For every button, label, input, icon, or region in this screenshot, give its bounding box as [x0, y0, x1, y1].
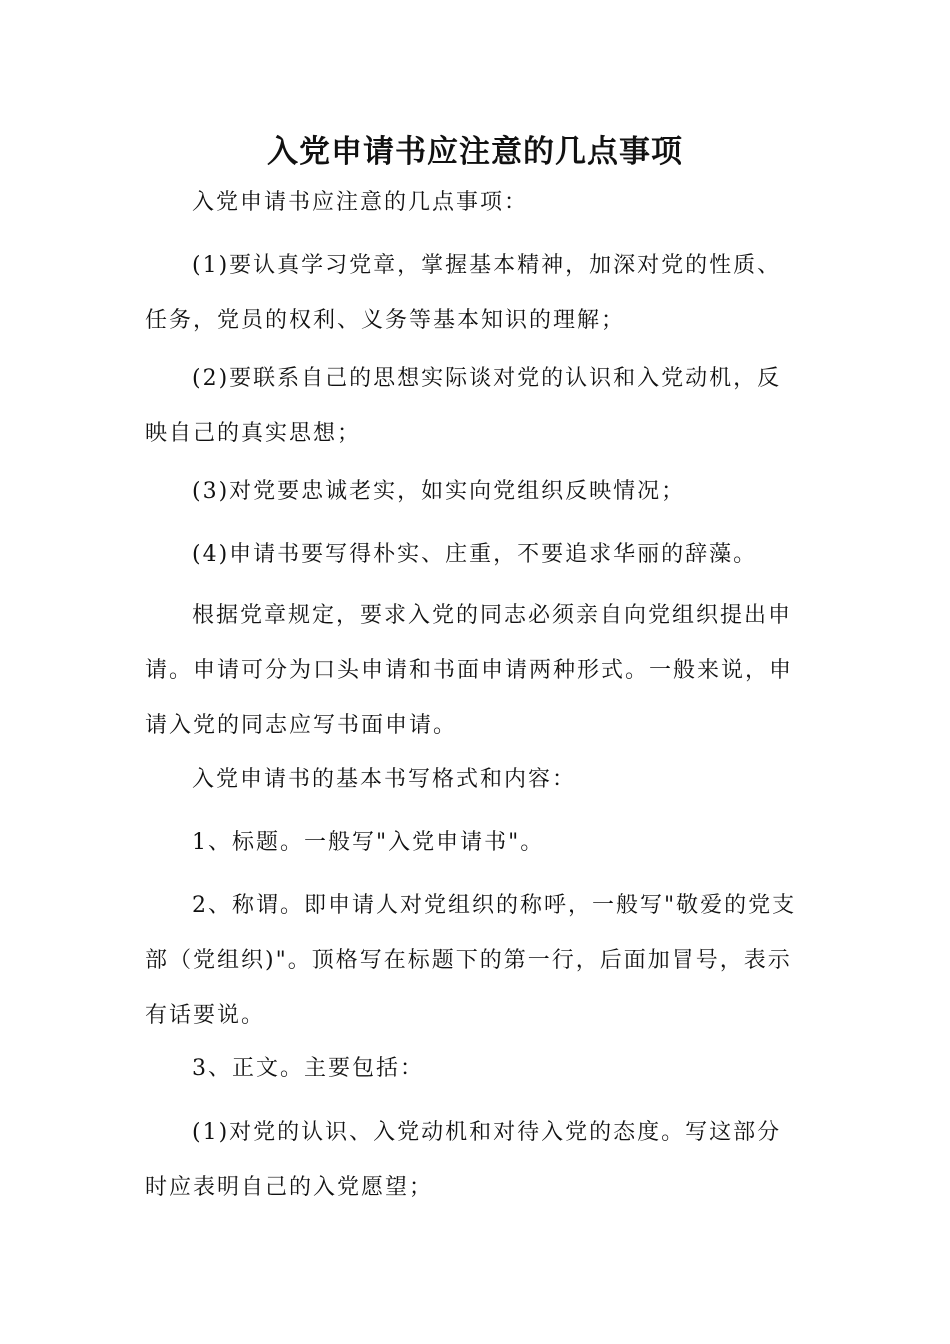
paragraph-party-rules: 根据党章规定，要求入党的同志必须亲自向党组织提出申请。申请可分为口头申请和书面申请两种形式。一般来说，申请入党的同志应写书面申请。	[145, 603, 794, 738]
paragraph-point-4: (4)申请书要写得朴实、庄重，不要追求华丽的辞藻。	[192, 542, 758, 567]
paragraph-format-title: 1、标题。一般写"入党申请书"。	[192, 830, 545, 855]
paragraph-intro: 入党申请书应注意的几点事项：	[192, 190, 529, 215]
paragraph-point-3: (3)对党要忠诚老实，如实向党组织反映情况；	[192, 479, 686, 504]
paragraph-format-body: 3、正文。主要包括：	[192, 1056, 424, 1081]
paragraph-format-intro: 入党申请书的基本书写格式和内容：	[192, 767, 577, 792]
paragraph-point-1: (1)要认真学习党章，掌握基本精神，加深对党的性质、任务，党员的权利、义务等基本知识的理解；	[145, 253, 782, 333]
document-title: 入党申请书应注意的几点事项	[267, 134, 683, 170]
paragraph-point-2: (2)要联系自己的思想实际谈对党的认识和入党动机，反映自己的真实思想；	[145, 366, 782, 446]
paragraph-body-point-1: (1)对党的认识、入党动机和对待入党的态度。写这部分时应表明自己的入党愿望；	[145, 1120, 782, 1200]
paragraph-format-salutation: 2、称谓。即申请人对党组织的称呼，一般写"敬爱的党支部（党组织)"。顶格写在标题下的第一行，后面加冒号，表示有话要说。	[145, 893, 797, 1028]
